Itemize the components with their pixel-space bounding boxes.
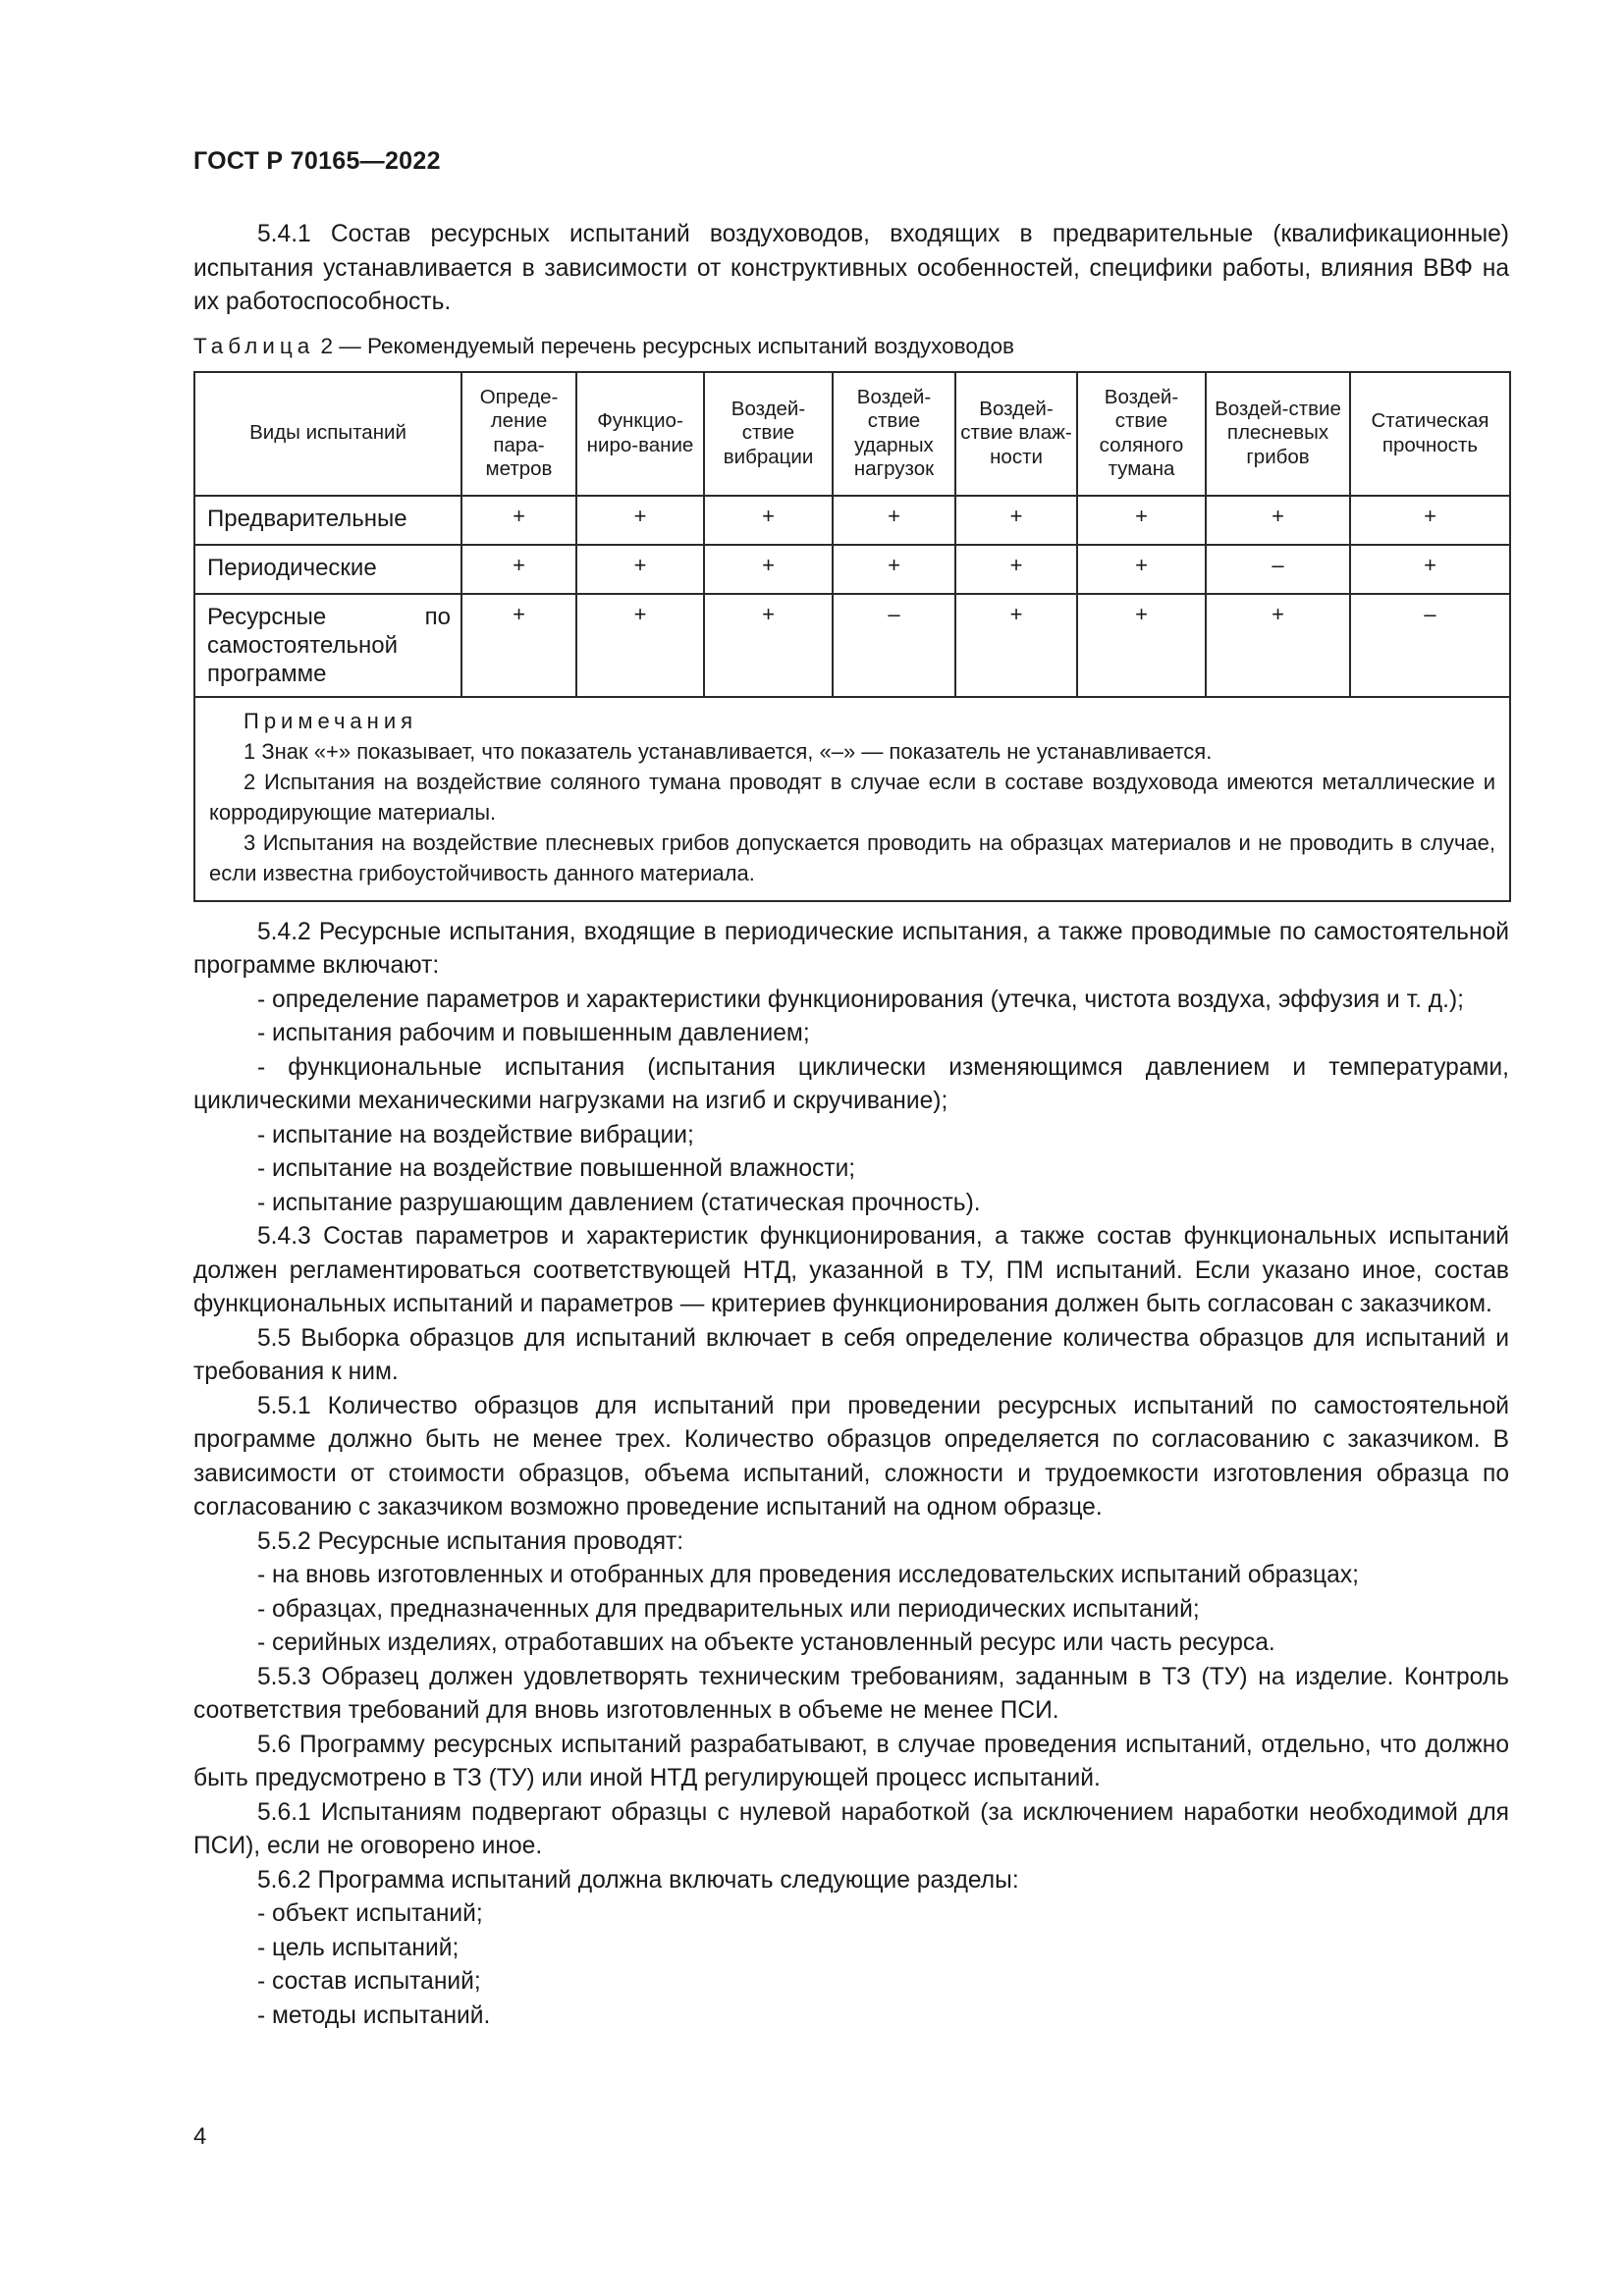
table-notes (194, 697, 1510, 901)
table-notes-row (194, 697, 1510, 901)
table-cell: + (1350, 496, 1510, 545)
table-header-row (194, 372, 1510, 496)
col-header-shock: Воздей-ствие ударных нагрузок (833, 372, 955, 496)
list-item: - испытание разрушающим давлением (статическая прочность). (257, 1189, 981, 1216)
list-item: - цель испытаний; (257, 1934, 460, 1961)
col-header-functioning: Функцио-ниро-вание (576, 372, 704, 496)
table-cell: + (1206, 496, 1350, 545)
table-row (194, 594, 1510, 697)
table-cell: + (1206, 594, 1350, 697)
row-name: Ресурсные по самостоятельной программе (194, 594, 461, 697)
note-item: 2 Испытания на воздействие соляного тумана проводят в случае если в составе воздуховода имеются металлические и корродирующие материалы. (209, 769, 1495, 825)
paragraph-5-5-1: 5.5.1 Количество образцов для испытаний при проведении ресурсных испытаний по самостоятельной программе должно быть не менее трех. Количество образцов определяется по согласованию с заказчиком. В зависимости от стоимости образцов, объема испытаний, сложности и трудоемкости изготовления образца по согласованию с заказчиком возможно проведение испытаний на одном образце. (193, 1392, 1509, 1521)
paragraph-5-5-2: 5.5.2 Ресурсные испытания проводят: (257, 1527, 684, 1555)
table-row (194, 545, 1510, 594)
resource-tests-table (193, 371, 1511, 902)
table-cell: + (955, 594, 1077, 697)
row-name: Предварительные (194, 496, 461, 545)
table-cell: + (461, 594, 576, 697)
table-cell: + (576, 594, 704, 697)
table-cell: + (833, 496, 955, 545)
col-header-mold: Воздей-ствие плесневых грибов (1206, 372, 1350, 496)
table-caption (193, 332, 1509, 361)
table-cell: + (704, 545, 833, 594)
list-item: - испытание на воздействие повышенной влажности; (257, 1155, 856, 1182)
col-header-vibration: Воздей-ствие вибрации (704, 372, 833, 496)
doc-header-standard-id: ГОСТ Р 70165—2022 (193, 147, 441, 175)
list-item: - объект испытаний; (257, 1900, 483, 1927)
list-item: - определение параметров и характеристики функционирования (утечка, чистота воздуха, эффузия и т. д.); (257, 986, 1465, 1013)
table-cell: + (461, 496, 576, 545)
table-cell: – (1350, 594, 1510, 697)
table-cell: + (704, 496, 833, 545)
table-cell: + (1077, 545, 1206, 594)
page-number: 4 (193, 2123, 207, 2150)
col-header-test-type: Виды испытаний (194, 372, 461, 496)
table-cell: + (1077, 594, 1206, 697)
paragraph-5-4-2: 5.4.2 Ресурсные испытания, входящие в периодические испытания, а также проводимые по самостоятельной программе включают: (193, 918, 1509, 979)
table-caption-text: 2 — Рекомендуемый перечень ресурсных испытаний воздуховодов (320, 333, 1014, 358)
table-cell: + (576, 496, 704, 545)
paragraph-5-6-2: 5.6.2 Программа испытаний должна включать следующие разделы: (257, 1866, 1019, 1894)
list-item: - образцах, предназначенных для предварительных или периодических испытаний; (257, 1595, 1200, 1623)
table-row (194, 496, 1510, 545)
col-header-param-determination: Опреде-ление пара-метров (461, 372, 576, 496)
table-cell: + (704, 594, 833, 697)
note-item: 3 Испытания на воздействие плесневых грибов допускается проводить на образцах материалов и не проводить в случае, если известна грибоустойчивость данного материала. (209, 829, 1495, 885)
table-cell: + (1077, 496, 1206, 545)
paragraph-5-4-3: 5.4.3 Состав параметров и характеристик функционирования, а также состав функциональных испытаний должен регламентироваться соответствующей НТД, указанной в ТУ, ПМ испытаний. Если указано иное, состав функциональных испытаний и параметров — критериев функционирования должен быть согласован с заказчиком. (193, 1223, 1509, 1317)
col-header-salt-fog: Воздей-ствие соляного тумана (1077, 372, 1206, 496)
list-item: - состав испытаний; (257, 1968, 481, 1995)
list-item: - на вновь изготовленных и отобранных для проведения исследовательских испытаний образцах; (257, 1562, 1359, 1588)
table-caption-label: Таблица (193, 333, 315, 358)
col-header-static-strength: Статическая прочность (1350, 372, 1510, 496)
paragraph-5-4-1: 5.4.1 Состав ресурсных испытаний воздуховодов, входящих в предварительные (квалификационные) испытания устанавливается в зависимости от конструктивных особенностей, специфики работы, влияния ВВФ на их работоспособность. (193, 221, 1509, 315)
table-cell: + (833, 545, 955, 594)
table-cell: – (1206, 545, 1350, 594)
table-cell: + (576, 545, 704, 594)
col-header-humidity: Воздей-ствие влаж-ности (955, 372, 1077, 496)
table-cell: – (833, 594, 955, 697)
row-name: Периодические (194, 545, 461, 594)
table-cell: + (1350, 545, 1510, 594)
list-item: - испытания рабочим и повышенным давлением; (257, 1020, 810, 1046)
table-cell: + (955, 545, 1077, 594)
paragraph-5-6-1: 5.6.1 Испытаниям подвергают образцы с нулевой наработкой (за исключением наработки необходимой для ПСИ), если не оговорено иное. (193, 1798, 1509, 1859)
list-item: - серийных изделиях, отработавших на объекте установленный ресурс или часть ресурса. (257, 1629, 1275, 1656)
table-cell: + (955, 496, 1077, 545)
notes-title: Примечания (244, 708, 418, 733)
paragraph-5-5: 5.5 Выборка образцов для испытаний включает в себя определение количества образцов для испытаний и требования к ним. (193, 1324, 1509, 1385)
paragraph-5-6: 5.6 Программу ресурсных испытаний разрабатывают, в случае проведения испытаний, отдельно, что должно быть предусмотрено в ТЗ (ТУ) или иной НТД регулирующей процесс испытаний. (193, 1731, 1509, 1791)
list-item: - методы испытаний. (257, 2002, 491, 2029)
page-body (193, 218, 1509, 2033)
list-item: - функциональные испытания (испытания циклически изменяющимся давлением и температурами, циклическими механическими нагрузками на изгиб и скручивание); (193, 1053, 1509, 1114)
note-item: 1 Знак «+» показывает, что показатель устанавливается, «–» — показатель не устанавливается. (244, 738, 1213, 764)
paragraph-5-5-3: 5.5.3 Образец должен удовлетворять техническим требованиям, заданным в ТЗ (ТУ) на изделие. Контроль соответствия требований для вновь изготовленных в объеме не менее ПСИ. (193, 1663, 1509, 1724)
table-cell: + (461, 545, 576, 594)
list-item: - испытание на воздействие вибрации; (257, 1121, 694, 1148)
